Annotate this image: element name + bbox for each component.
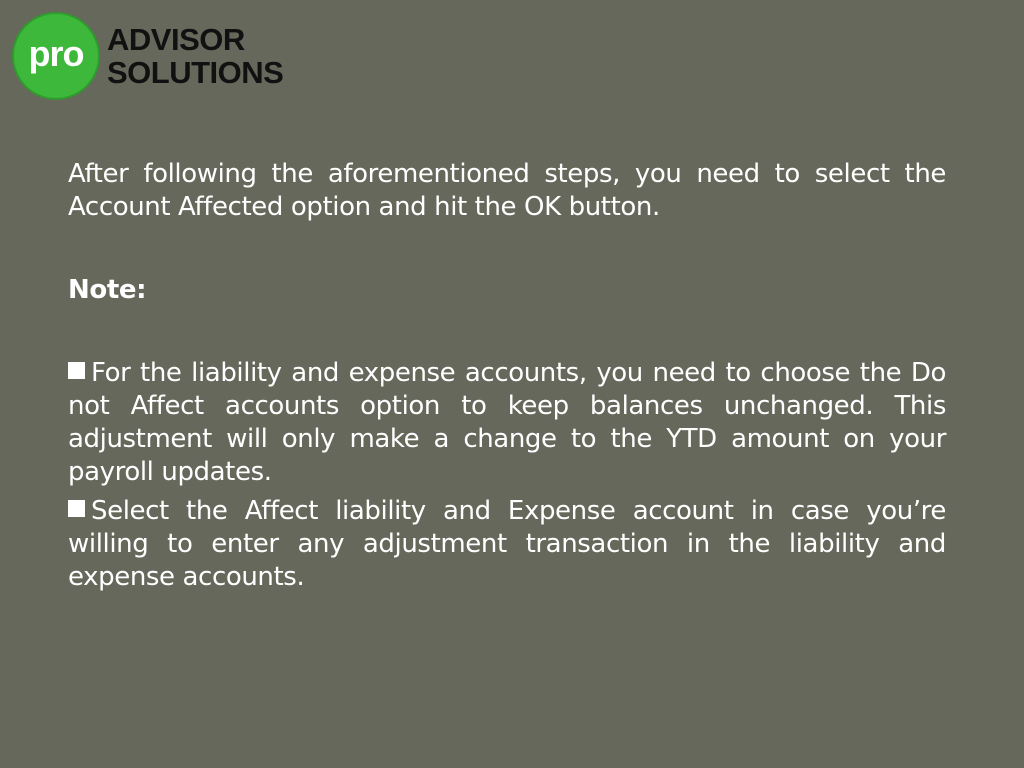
- bullet-item: [68, 357, 946, 489]
- slide-content: [68, 158, 946, 600]
- square-bullet-icon: [68, 500, 85, 517]
- logo-wordmark-line1: ADVISOR: [107, 22, 245, 57]
- intro-paragraph: After following the aforementioned steps, you need to select the Account Affected option and hit the OK button.: [68, 159, 946, 222]
- bullet-item: [68, 495, 946, 594]
- square-bullet-icon: [68, 362, 85, 379]
- note-heading: Note:: [68, 275, 147, 305]
- logo-wordmark-line2: SOLUTIONS: [107, 55, 284, 90]
- logo-badge-text: pro: [28, 33, 84, 74]
- bullet-text: For the liability and expense accounts, you need to choose the Do not Affect accounts option to keep balances unchanged. This adjustment will only make a change to the YTD amount on your payroll updates.: [68, 358, 946, 487]
- pro-advisor-solutions-logo: [12, 12, 312, 102]
- bullet-text: Select the Affect liability and Expense account in case you’re willing to enter any adjustment transaction in the liability and expense accounts.: [68, 496, 946, 592]
